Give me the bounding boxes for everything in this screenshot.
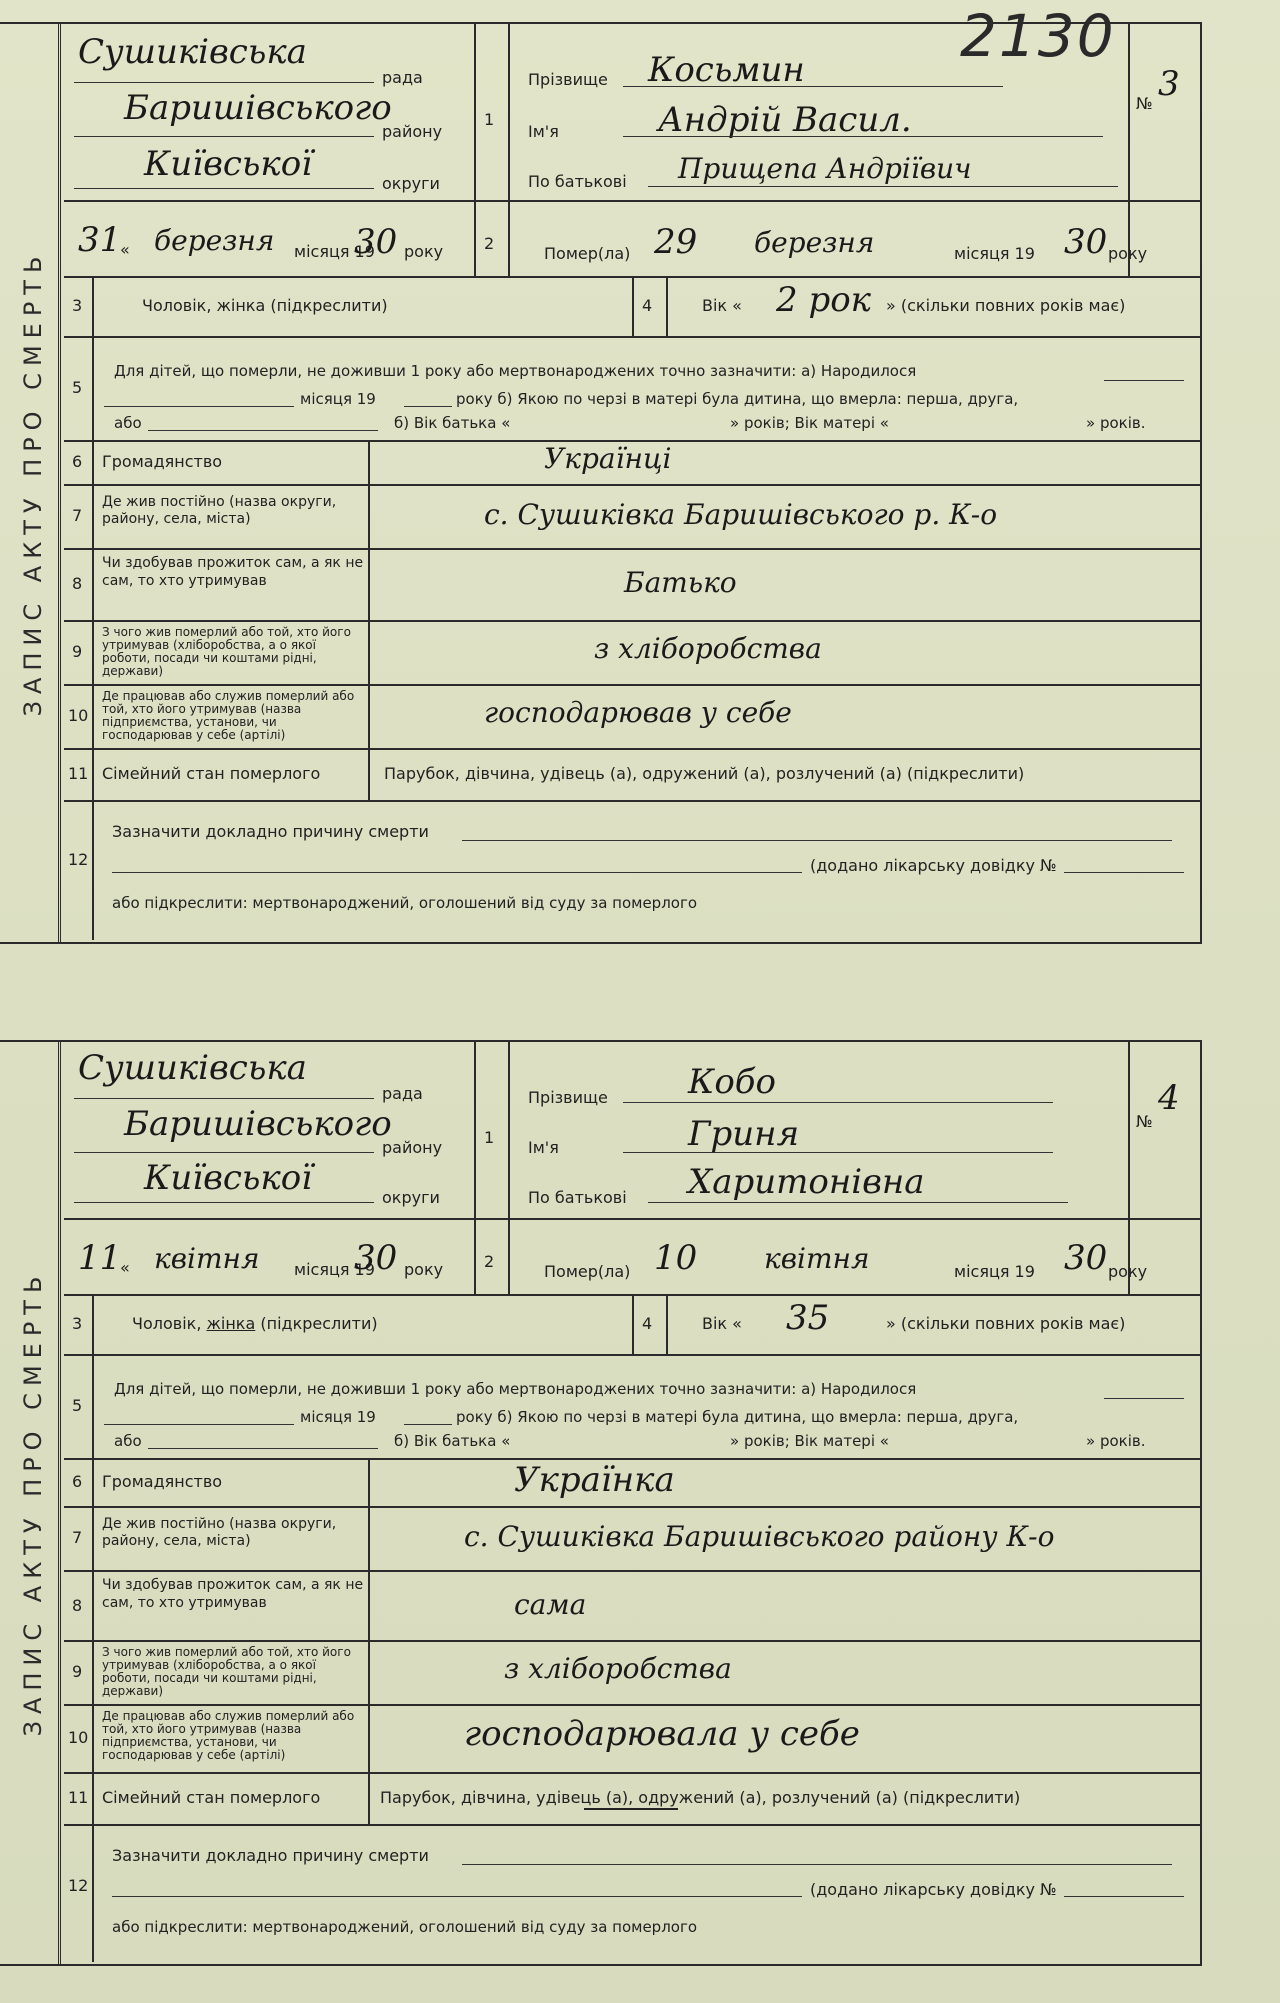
- header-block: Сушиківська рада Баришівського району Київської округи 1 Прізвище Косьмин Ім'я Андрій Васил. По батькові Прищепа Андріївич № 3 31 « березня місяця 19 30 року 2 Помер(ла) 29 березня місяця 19 30 року: [64, 24, 1200, 278]
- death-record-2: [0, 1040, 1202, 1966]
- age-value: 35: [786, 1298, 830, 1338]
- death-day: 10: [654, 1238, 698, 1278]
- residence-row: 7 Де жив постійно (назва округи, району, села, міста) с. Сушиківка Баришівського району К-о: [64, 1506, 1200, 1572]
- field-num-1: 1: [474, 24, 510, 276]
- rada-value: Сушиківська: [78, 1048, 307, 1088]
- okruga-value: Київської: [144, 144, 313, 184]
- patronymic-value: Харитонівна: [688, 1162, 925, 1202]
- livelihood-value: з хліборобства: [504, 1652, 732, 1685]
- supported-by-value: сама: [514, 1588, 587, 1621]
- support-row: 8 Чи здобував прожиток сам, а як не сам, то хто утримував сама: [64, 1570, 1200, 1642]
- cause-row: 12 Зазначити докладно причину смерти (додано лікарську довідку № або підкреслити: мертвонароджений, оголошений від суду за померлого: [64, 1824, 1200, 1962]
- children-row: 5 Для дітей, що померли, не доживши 1 року або мертвонароджених точно зазначити: а) Народилося місяця 19 року б) Якою по черзі в матері була дитина, що вмерла: перша, друга, або б) Вік батька « » років; Вік матері « » років.: [64, 1354, 1200, 1460]
- marital-row: 11 Сімейний стан померлого Парубок, дівчина, удівець (а), одружений (а), розлучений (а) (підкреслити): [64, 748, 1200, 802]
- marital-row: 11 Сімейний стан померлого Парубок, дівчина, удівець (а), одружений (а), розлучений (а) (підкреслити): [64, 1772, 1200, 1826]
- sex-age-row: 3 Чоловік, жінка (підкреслити) 4 Вік « 35 » (скільки повних років має): [64, 1294, 1200, 1356]
- residence-value: с. Сушиківка Баришівського району К-о: [464, 1520, 1055, 1553]
- record-number: 4: [1158, 1078, 1180, 1118]
- age-value: 2 рок: [776, 280, 871, 320]
- livelihood-row: 9 З чого жив померлий або той, хто його утримував (хліборобства, а о якої роботи, посади чи коштами рідні, держави) з хліборобства: [64, 1640, 1200, 1706]
- registry-office-cell: Сушиківська рада Баришівського району Київської округи: [64, 1042, 476, 1294]
- header-block: Сушиківська рада Баришівського району Київської округи 1 Прізвище Кобо Ім'я Гриня По батькові Харитонівна № 4 11 « квітня місяця 19 30 року 2 Помер(ла) 10 квітня місяця 19 30 року: [64, 1042, 1200, 1296]
- death-year: 30: [1064, 1238, 1108, 1278]
- reg-month: березня: [154, 224, 275, 257]
- supported-by-value: Батько: [624, 566, 737, 599]
- death-month: березня: [754, 226, 875, 259]
- patronymic-value: Прищепа Андріївич: [678, 152, 972, 185]
- reg-month: квітня: [154, 1242, 260, 1275]
- marital-options: Парубок, дівчина, удівець (а), одружений (а), розлучений (а) (підкреслити): [380, 1788, 1021, 1807]
- rayon-label: району: [382, 122, 443, 141]
- record-number-cell: № 4: [1136, 1078, 1180, 1131]
- citizenship-row: 6 Громадянство Українка: [64, 1458, 1200, 1508]
- residence-row: 7 Де жив постійно (назва округи, району, села, міста) с. Сушиківка Баришівського р. К-о: [64, 484, 1200, 550]
- sex-underlined-female: жінка: [206, 1314, 256, 1333]
- record-number-cell: № 3: [1136, 64, 1180, 113]
- death-month: квітня: [764, 1242, 870, 1275]
- residence-value: с. Сушиківка Баришівського р. К-о: [484, 498, 998, 531]
- children-row: 5 Для дітей, що померли, не доживши 1 року або мертвонароджених точно зазначити: а) Народилося місяця 19 року б) Якою по черзі в матері була дитина, що вмерла: перша, друга, або б) Вік батька « » років; Вік матері « » років.: [64, 336, 1200, 442]
- reg-year: 30: [354, 222, 398, 262]
- support-row: 8 Чи здобував прожиток сам, а як не сам, то хто утримував Батько: [64, 548, 1200, 622]
- record-sidebar: [8, 1042, 61, 1964]
- okruga-label: округи: [382, 174, 440, 193]
- sex-age-row: 3 Чоловік, жінка (підкреслити) 4 Вік « 2 рок » (скільки повних років має): [64, 276, 1200, 338]
- rayon-value: Баришівського: [124, 1104, 392, 1144]
- citizenship-value: Українці: [544, 442, 672, 475]
- archive-number: 2130: [960, 2, 1116, 70]
- work-value: господарював у себе: [484, 696, 792, 729]
- first-name-value: Гриня: [688, 1114, 800, 1154]
- surname-value: Кобо: [688, 1062, 777, 1102]
- work-value: господарювала у себе: [464, 1714, 860, 1754]
- name-cell: Прізвище Косьмин Ім'я Андрій Васил. По батькові Прищепа Андріївич: [508, 24, 1130, 276]
- death-record-1: [0, 22, 1202, 944]
- first-name-value: Андрій Васил.: [658, 100, 912, 140]
- record-title: ЗАПИС АКТУ ПРО СМЕРТЬ: [19, 1269, 47, 1737]
- reg-day: 11: [78, 1238, 122, 1278]
- reg-day: 31: [78, 220, 122, 260]
- rayon-value: Баришівського: [124, 88, 392, 128]
- death-year: 30: [1064, 222, 1108, 262]
- sex-label: Чоловік, жінка (підкреслити): [132, 1314, 378, 1333]
- citizenship-row: 6 Громадянство Українці: [64, 440, 1200, 486]
- work-row: 10 Де працював або служив померлий або той, хто його утримував (назва підприємства, установи, чи господарював у себе (артілі) господарювала у себе: [64, 1704, 1200, 1774]
- work-row: 10 Де працював або служив померлий або той, хто його утримував (назва підприємства, установи, чи господарював у себе (артілі) господарював у себе: [64, 684, 1200, 750]
- record-title: ЗАПИС АКТУ ПРО СМЕРТЬ: [19, 249, 47, 717]
- death-day: 29: [654, 222, 698, 262]
- marital-underline: [584, 1808, 678, 1810]
- rada-value: Сушиківська: [78, 32, 307, 72]
- okruga-value: Київської: [144, 1158, 313, 1198]
- citizenship-value: Українка: [514, 1460, 675, 1500]
- surname-value: Косьмин: [648, 50, 805, 90]
- rada-label: рада: [382, 68, 423, 87]
- name-cell: Прізвище Кобо Ім'я Гриня По батькові Харитонівна: [508, 1042, 1130, 1294]
- record-sidebar: [8, 24, 61, 942]
- reg-year: 30: [354, 1238, 398, 1278]
- sex-label: Чоловік, жінка (підкреслити): [142, 296, 388, 315]
- record-number: 3: [1158, 64, 1180, 104]
- cause-row: 12 Зазначити докладно причину смерти (додано лікарську довідку № або підкреслити: мертвонароджений, оголошений від суду за померлого: [64, 800, 1200, 940]
- livelihood-row: 9 З чого жив померлий або той, хто його утримував (хліборобства, а о якої роботи, посади чи коштами рідні, держави) з хліборобства: [64, 620, 1200, 686]
- livelihood-value: з хліборобства: [594, 632, 822, 665]
- marital-options: Парубок, дівчина, удівець (а), одружений (а), розлучений (а) (підкреслити): [384, 764, 1025, 783]
